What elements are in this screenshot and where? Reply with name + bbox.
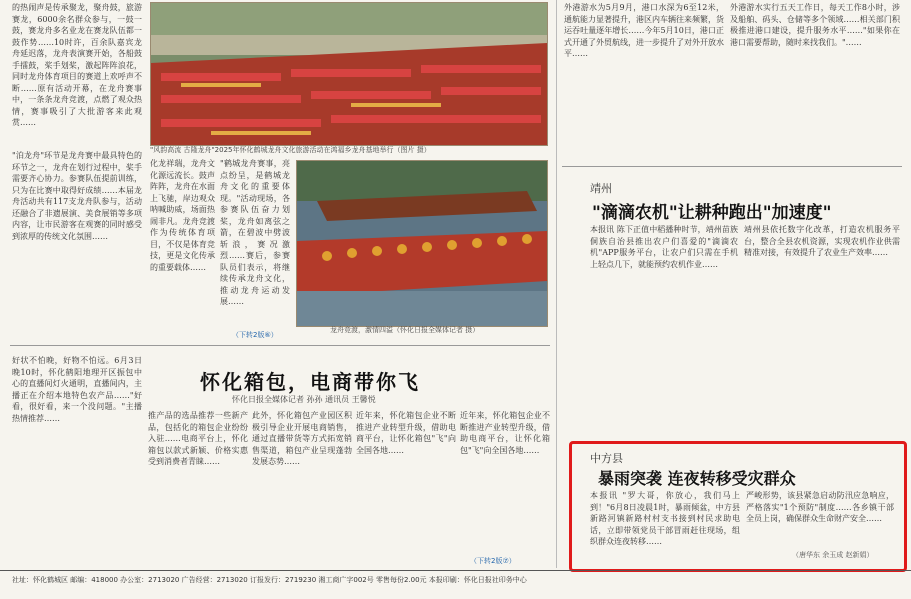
article-column-bottom-left: 好状不怕晚，好物不怕远。6月3日晚10时，怀化鹤阳地理开区振包中心的直播间灯火通明，直播间内，主播正在介绍本地特色农产品……"好看，很好看，来一个没问题。"主播热情推荐…… (12, 356, 142, 423)
article-column-bottom-center-a: 推产品的选品推荐一些新产品，包括化的箱包企业纷纷入驻……电商平台上，怀化箱包以款式新颖、价格实惠受到消费者青睐…… (148, 411, 248, 466)
article-column-center-a: 化龙祥瑞，龙舟文化源远流长。鼓声阵阵，龙舟在水面上飞驰，岸边观众呐喊助威，场面热闹非凡。龙舟竞渡作为传统体育项目，不仅是体育竞技，更是文化传承的重要载体…… (150, 159, 215, 272)
article-column-bottom-center-c: 近年来，怀化箱包企业不断推进产业转型升级，借助电商平台，让怀化箱包"飞"向全国各地…… (356, 411, 456, 455)
article-column-bottom-center-b: 此外，怀化箱包产业园区积极引导企业开展电商销售，通过直播带货等方式拓宽销售渠道，箱包产业呈现蓬勃发展态势…… (252, 411, 352, 466)
article-column-right-top-b: 外港游水实行五天工作日，每天工作8小时，涉及船舶、码头、仓储等多个领域……相关部门积极推进港口建设，提升服务水平……"如果你在港口需要帮助，随时来找我们。"…… (730, 3, 900, 47)
county-tag: 靖州 (590, 182, 612, 195)
article-column-county-b: 靖州县依托数字化改革，打造农机服务平台，整合全县农机资源，实现农机作业供需精准对接，有效提升了农业生产效率…… (744, 225, 900, 257)
article-column-flood-a: 本报讯 "罗大哥，你放心，我们马上到！"6月8日凌晨1时，暴雨倾盆，中方县新路河镇新路村村支书接到村民求助电话，立即带领党员干部冒雨赶往现场，组织群众连夜转移…… (590, 491, 740, 546)
footer-text: 社址：怀化鹤城区 邮编：418000 办公室：2713020 广告经营：2713020 订报发行：2719230 湘工商广字002号 零售每份2.00元 本报印刷：怀化日报社印务中心 (12, 576, 527, 584)
article-column-flood-b: 严峻形势，该县紧急启动防汛应急响应，严格落实"1个预防"制度……各乡镇干部全员上岗，确保群众生命财产安全…… (746, 491, 894, 523)
right-section-divider (562, 166, 902, 167)
article-column-left-mid: "泊龙舟"环节是龙舟赛中最具特色的环节之一，龙舟在划行过程中，桨手需要齐心协力。参赛队伍提前训练，只为在比赛中取得好成绩……本届龙舟活动共有117支龙舟队参与，活动还融合了非遗展演、美食展销等多项内容，让市民游客在观赛的同时感受到浓厚的传统文化氛围…… (12, 151, 142, 241)
flood-credit: （唐华东 余玉成 赵新娟） (792, 551, 874, 559)
flood-tag: 中方县 (590, 452, 623, 465)
article-column-center-b: "鹤城龙舟赛事，亮点纷呈，是鹤城龙舟文化的重要体现。"活动现场，各参赛队伍奋力划桨，龙舟如离弦之箭，在碧波中劈波斩浪，赛况激烈……赛后，参赛队员们表示，将继续传承龙舟文化，推动龙舟运动发展…… (220, 159, 290, 306)
continued-link-1[interactable]: （下转2版⑥） (232, 331, 278, 339)
article-column-left-top: 的热闹声是传承聚龙，聚舟鼓，旅游赛龙，6000余名群众参与，一鼓一鼓，赛龙舟多名业龙在赛龙队伍都一鼓作势……10时许，百余队嘉宾龙舟延迟落，龙舟表演赛开始，各船鼓手擂鼓，桨手划桨，激起阵阵浪花，同时龙舟体育项目的赛道上欢呼声不断……原有活动开幕，在龙舟赛事中，一条条龙舟竞渡，点燃了观众热情，赛事吸引了大批游客来此观赏…… (12, 3, 142, 127)
page-footer (0, 570, 911, 589)
main-headline: 怀化箱包，电商带你飞 (200, 370, 420, 394)
page-column-divider (556, 0, 557, 568)
county-headline: "滴滴农机"让耕种跑出"加速度" (592, 203, 832, 223)
photo-dragon-boat-race-image (297, 161, 547, 326)
photo1-caption: "风韵高流 古隆龙舟"2025年怀化鹤城龙舟文化旅游活动在鸿福乡龙舟基地举行（图片 摄） (150, 146, 431, 154)
photo2-caption: 龙舟竞渡，激情四溢（怀化日报全媒体记者 摄） (330, 326, 480, 334)
photo-dragon-boat-crowd (150, 2, 548, 146)
photo-dragon-boat-race (296, 160, 548, 327)
article-column-right-top-a: 外港游水为5月9月，港口水深为6至12米，通航能力显著提升，港区内车辆往来频繁，货运吞吐量逐年增长……今年5月10日，港口正式开通了外贸航线，进一步提升了对外开放水平…… (564, 3, 724, 58)
photo-dragon-boat-crowd-image (151, 3, 547, 145)
article-column-bottom-center-d: 近年来，怀化箱包企业不断推进产业转型升级，借助电商平台，让怀化箱包"飞"向全国各地…… (460, 411, 550, 455)
article-column-county-a: 本报讯 陈下正值中稻播种时节，靖州苗族侗族自治县推出农户们喜爱的"滴滴农机"APP服务平台，让农户们只需在手机上轻点几下，就能预约农机作业…… (590, 225, 738, 269)
main-byline: 怀化日报全媒体记者 孙孙 通讯员 王馨悦 (232, 395, 376, 404)
section-divider (10, 345, 550, 346)
flood-headline: 暴雨突袭 连夜转移受灾群众 (598, 469, 796, 488)
continued-link-2[interactable]: （下转2版⑦） (470, 557, 516, 565)
